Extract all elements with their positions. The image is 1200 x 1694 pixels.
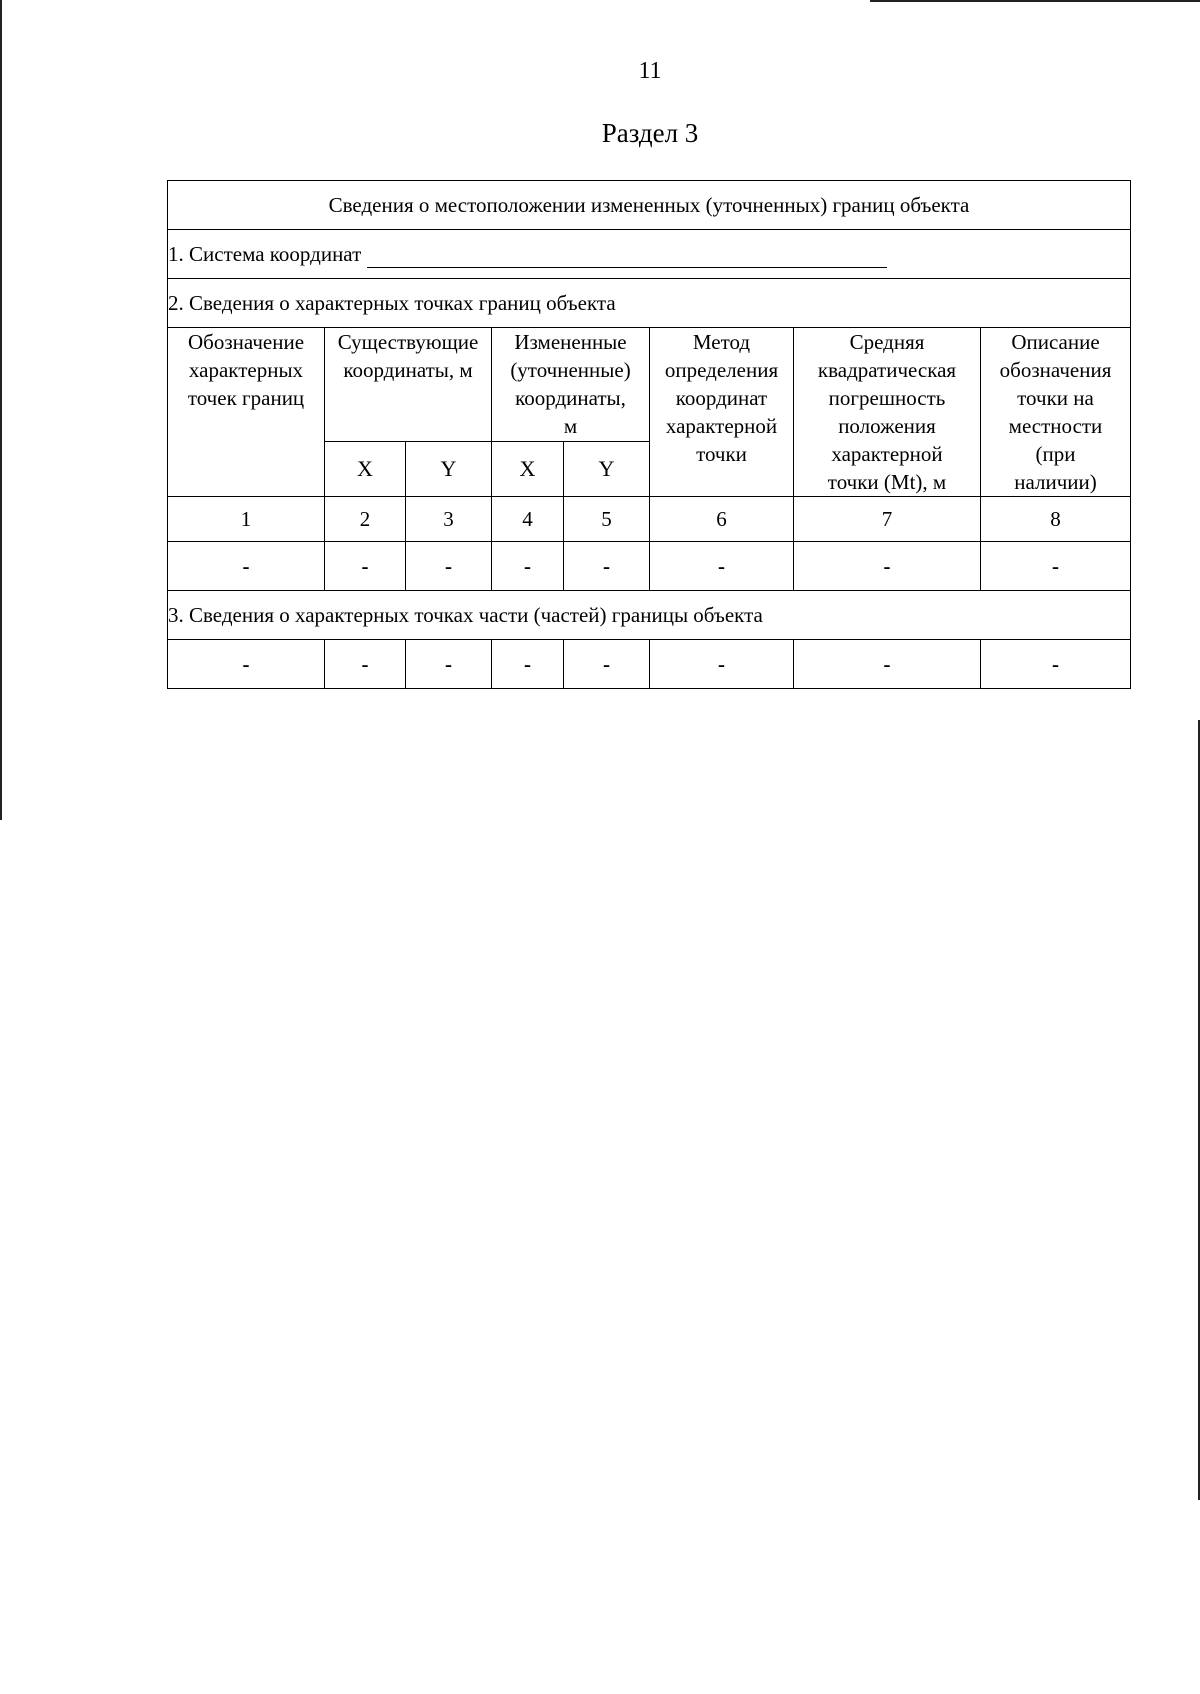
header-point-description xyxy=(981,328,1131,497)
header-text-line: точки xyxy=(696,442,747,466)
header-text-line: точек границ xyxy=(187,386,305,410)
column-number: 8 xyxy=(981,497,1131,542)
coordinate-system-blank-line xyxy=(367,245,887,268)
header-text-line: Средняя xyxy=(849,330,925,354)
parts-section-label: 3. Сведения о характерных точках части (частей) границы объекта xyxy=(168,591,1131,640)
header-point-designation xyxy=(168,328,325,497)
header-text-line: характерной xyxy=(665,414,778,438)
table-cell: - xyxy=(981,640,1131,689)
header-determination-method xyxy=(650,328,794,497)
header-mean-square-error xyxy=(794,328,981,497)
table-cell: - xyxy=(794,542,981,591)
header-changed-x: X xyxy=(492,442,564,497)
header-text-line: Описание xyxy=(1011,330,1100,354)
table-cell: - xyxy=(492,542,564,591)
column-number: 5 xyxy=(564,497,650,542)
header-text-line: Метод xyxy=(692,330,751,354)
column-number: 1 xyxy=(168,497,325,542)
table-cell: - xyxy=(325,640,406,689)
table-cell: - xyxy=(168,542,325,591)
table-cell: - xyxy=(981,542,1131,591)
column-numbers-row xyxy=(168,497,1131,542)
header-text-line: координат xyxy=(675,386,768,410)
column-number: 2 xyxy=(325,497,406,542)
header-changed-coordinates xyxy=(492,328,650,442)
points-section-label: 2. Сведения о характерных точках границ объекта xyxy=(168,279,1131,328)
header-existing-x: X xyxy=(325,442,406,497)
header-text-line: м xyxy=(563,414,578,438)
header-text-line: наличии) xyxy=(1014,470,1097,494)
column-number: 3 xyxy=(406,497,492,542)
boundary-points-table xyxy=(167,180,1131,689)
header-text-line: Измененные xyxy=(514,330,627,354)
table-cell: - xyxy=(406,640,492,689)
header-text-line: характерной xyxy=(831,442,943,466)
header-text-line: точки на xyxy=(1017,386,1094,410)
column-number: 4 xyxy=(492,497,564,542)
table-cell: - xyxy=(794,640,981,689)
table-cell: - xyxy=(650,640,794,689)
table-cell: - xyxy=(168,640,325,689)
header-existing-y: Y xyxy=(406,442,492,497)
header-text-line: квадратическая xyxy=(817,358,957,382)
header-existing-coordinates xyxy=(325,328,492,442)
coordinate-system-row xyxy=(168,230,1131,279)
top-right-scan-line xyxy=(870,0,1200,2)
table-cell: - xyxy=(564,640,650,689)
table-cell: - xyxy=(325,542,406,591)
table-cell: - xyxy=(564,542,650,591)
header-text-line: характерных xyxy=(188,358,304,382)
column-number: 7 xyxy=(794,497,981,542)
table-cell: - xyxy=(650,542,794,591)
header-text-line: определения xyxy=(664,358,779,382)
table-row xyxy=(168,542,1131,591)
header-text-line: (при xyxy=(1035,442,1076,466)
header-text-line: Обозначение xyxy=(187,330,305,354)
header-text-line: погрешность xyxy=(828,386,946,410)
section-title: Раздел 3 xyxy=(601,118,699,148)
table-cell: - xyxy=(492,640,564,689)
header-changed-y: Y xyxy=(564,442,650,497)
page-number: 11 xyxy=(638,58,662,84)
header-text-line: местности xyxy=(1008,414,1103,438)
table-cell: - xyxy=(406,542,492,591)
column-number: 6 xyxy=(650,497,794,542)
table-row xyxy=(168,640,1131,689)
header-text-line: точки (Mt), м xyxy=(827,470,947,494)
header-text-line: координаты, м xyxy=(343,358,473,382)
table-title: Сведения о местоположении измененных (уточненных) границ объекта xyxy=(168,181,1131,230)
header-text-line: обозначения xyxy=(999,358,1112,382)
header-text-line: Существующие xyxy=(337,330,479,354)
header-text-line: (уточненные) xyxy=(510,358,631,382)
header-text-line: координаты, xyxy=(515,386,626,410)
coordinate-system-label: 1. Система координат xyxy=(168,242,362,266)
header-text-line: положения xyxy=(838,414,936,438)
